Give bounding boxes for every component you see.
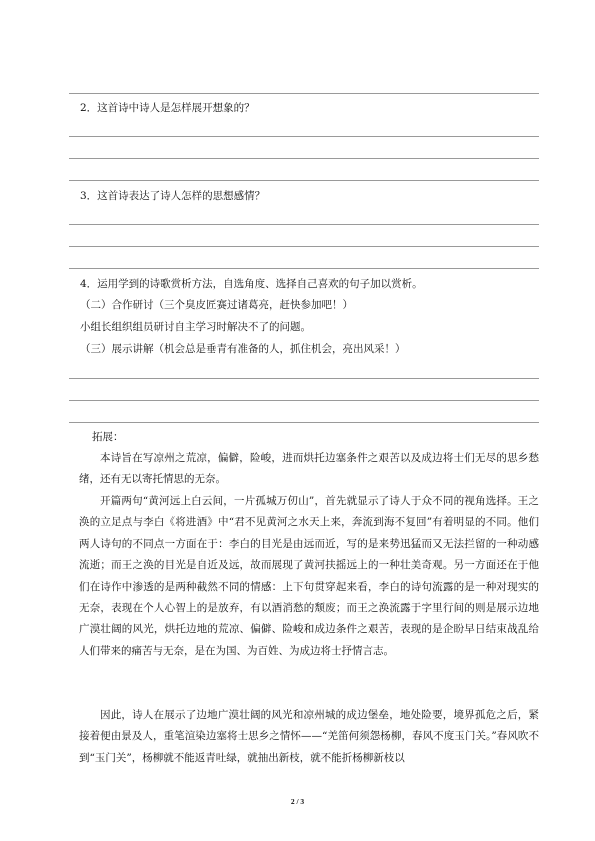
answer-line bbox=[69, 224, 539, 225]
answer-line bbox=[69, 93, 539, 94]
cooperation-section-title: （二）合作研讨（三个臭皮匠赛过诸葛亮，赶快参加吧！） bbox=[80, 299, 353, 311]
extension-paragraph-2: 开篇两句“黄河远上白云间，一片孤城万仞山”，首先就显示了诗人于众不同的视角选择。王之涣的立足点与李白《将进酒》中“君不见黄河之水天上来，奔流到海不复回”有着明显的不同。他们两人诗句的不同点一方面在于：李白的目光是由远而近，写的是来势迅猛而又无法拦留的一种动感流逝；而王之涣的目光是自近及远，故而展现了黄河扶摇远上的一种壮美奇观。另一方面还在于他们在诗作中渗透的是两种截然不同的情感：上下句贯穿起来看，李白的诗句流露的是一种对现实的无奈，表现在个人心智上的是放弃，有以酒消愁的颓废；而王之涣流露于字里行间的则是展示边地广漠壮阔的风光，烘托边地的荒凉、偏僻、险峻和成边条件之艰苦，表现的是企盼早日结束战乱给人们带来的痛苦与无奈，是在为国、为百姓、为成边将士抒情言志。 bbox=[79, 495, 539, 657]
extension-paragraph-1: 本诗旨在写凉州之荒凉，偏僻，险峻，进而烘托边塞条件之艰苦以及成边将士们无尽的思乡愁绪，还有无以寄托情思的无奈。 bbox=[79, 452, 539, 486]
answer-line bbox=[69, 158, 539, 159]
page-number: 2 / 3 bbox=[290, 797, 305, 806]
answer-line bbox=[69, 400, 539, 401]
answer-line bbox=[69, 136, 539, 137]
answer-line bbox=[69, 246, 539, 247]
question-4: 4．运用学到的诗歌赏析方法，自选角度、选择自己喜欢的句子加以赏析。 bbox=[80, 278, 423, 290]
answer-line bbox=[69, 378, 539, 379]
extension-title: 拓展： bbox=[92, 431, 124, 443]
question-2: 2．这首诗中诗人是怎样展开想象的？ bbox=[80, 102, 255, 114]
answer-line bbox=[69, 180, 539, 181]
question-3: 3．这首诗表达了诗人怎样的思想感情？ bbox=[80, 190, 266, 202]
cooperation-section-body: 小组长组织组员研讨自主学习时解决不了的问题。 bbox=[80, 321, 311, 333]
presentation-section-title: （三）展示讲解（机会总是垂青有准备的人，抓住机会，亮出风采！） bbox=[80, 343, 406, 355]
answer-line bbox=[69, 422, 539, 423]
extension-paragraph-3: 因此，诗人在展示了边地广漠壮阔的风光和凉州城的成边堡垒，地处险要，境界孤危之后，紧接着便由景及人，重笔渲染边塞将士思乡之情怀——“羌笛何须怨杨柳，春风不度玉门关。”春风吹不到“玉门关”，杨柳就不能返青吐绿，就抽出新枝，就不能折杨柳新枝以 bbox=[79, 709, 539, 764]
answer-line bbox=[69, 268, 539, 269]
